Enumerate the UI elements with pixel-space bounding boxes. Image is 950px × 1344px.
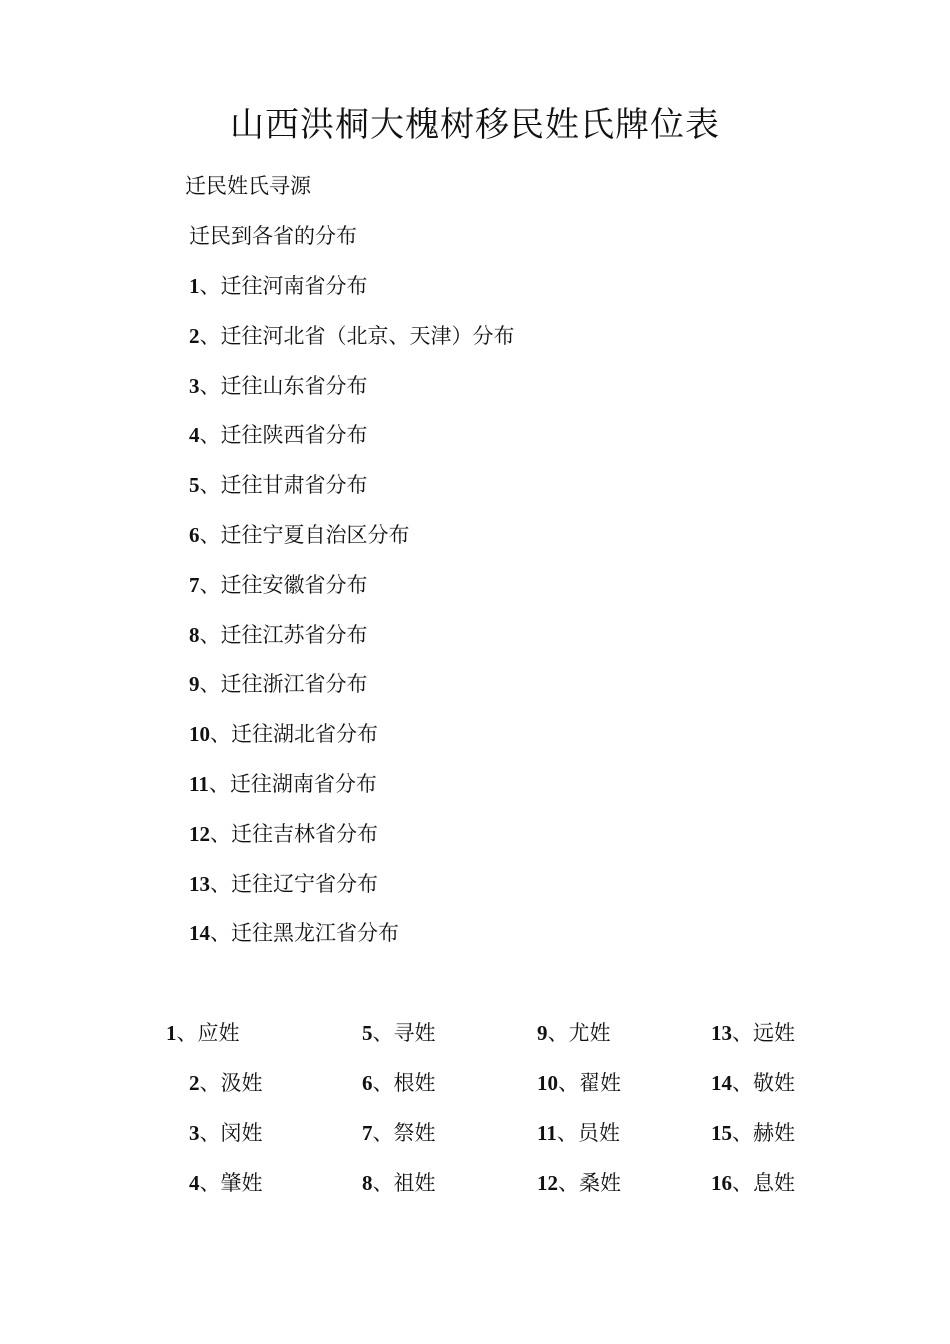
item-separator: 、 [210,921,231,946]
item-number: 14 [189,921,210,946]
province-item [189,918,399,948]
item-text: 远姓 [753,1021,795,1045]
item-text: 迁往安徽省分布 [220,572,368,597]
item-separator: 、 [558,1071,579,1095]
item-number: 11 [537,1121,557,1145]
item-text: 迁往甘肃省分布 [220,473,368,498]
item-text: 迁往吉林省分布 [231,821,378,846]
item-number: 7 [189,572,200,597]
item-text: 闵姓 [220,1121,263,1145]
province-item [189,570,368,600]
item-number: 16 [711,1171,732,1195]
item-separator: 、 [199,1071,221,1095]
item-text: 赫姓 [753,1121,795,1145]
province-item [189,520,410,550]
item-text: 祭姓 [393,1121,436,1145]
item-number: 2 [189,323,200,348]
item-number: 9 [189,672,200,697]
item-text: 敬姓 [753,1071,795,1095]
item-separator: 、 [372,1071,394,1095]
item-text: 迁往山东省分布 [220,373,368,398]
item-separator: 、 [372,1021,394,1045]
surname-item [537,1118,620,1148]
item-number: 4 [189,423,200,448]
surname-item [189,1068,263,1098]
item-number: 1 [166,1021,177,1045]
surname-item [711,1118,795,1148]
item-text: 汲姓 [220,1071,263,1095]
section-heading: 迁民姓氏寻源 [185,174,311,198]
item-number: 8 [189,622,200,647]
item-separator: 、 [210,722,231,747]
item-text: 寻姓 [393,1021,436,1045]
province-item [189,371,368,401]
province-item [189,470,368,500]
item-separator: 、 [199,672,221,697]
item-text: 迁往浙江省分布 [220,672,368,697]
item-text: 迁往河北省（北京、天津）分布 [220,323,515,348]
item-separator: 、 [732,1171,753,1195]
item-text: 员姓 [577,1121,620,1145]
surname-item [362,1168,436,1198]
item-separator: 、 [199,622,221,647]
sub-heading: 迁民到各省的分布 [189,224,357,248]
item-separator: 、 [199,323,221,348]
item-number: 5 [189,473,200,498]
province-item [189,420,368,450]
item-number: 7 [362,1121,373,1145]
item-separator: 、 [372,1171,394,1195]
item-separator: 、 [199,1121,221,1145]
item-number: 3 [189,1121,200,1145]
item-number: 10 [537,1071,558,1095]
item-separator: 、 [208,772,230,796]
item-separator: 、 [372,1121,394,1145]
surname-item [537,1068,621,1098]
item-text: 迁往辽宁省分布 [231,871,378,896]
item-text: 根姓 [393,1071,436,1095]
province-item [189,271,368,301]
surname-item [537,1018,611,1048]
province-item [189,321,515,351]
item-separator: 、 [199,373,221,398]
item-number: 1 [189,274,200,298]
item-text: 肇姓 [220,1171,263,1195]
item-number: 5 [362,1021,373,1045]
surname-item [189,1118,263,1148]
province-item [189,869,378,899]
item-text: 迁往宁夏自治区分布 [220,523,410,547]
item-text: 翟姓 [579,1071,621,1095]
item-separator: 、 [176,1021,198,1045]
item-separator: 、 [199,572,221,597]
item-separator: 、 [210,821,231,846]
province-item [189,769,377,799]
item-number: 13 [711,1021,732,1045]
surname-item [362,1118,436,1148]
item-text: 迁往湖南省分布 [229,772,377,796]
item-number: 14 [711,1071,732,1095]
item-separator: 、 [732,1071,753,1095]
item-text: 迁往陕西省分布 [220,423,368,448]
surname-item [711,1068,795,1098]
item-separator: 、 [199,423,221,448]
item-text: 祖姓 [393,1171,436,1195]
item-separator: 、 [556,1121,578,1145]
province-item [189,819,378,849]
surname-item [711,1018,795,1048]
item-number: 11 [189,772,209,796]
item-separator: 、 [199,473,221,498]
province-item [189,620,368,650]
surname-item [362,1018,436,1048]
item-separator: 、 [199,1171,221,1195]
item-number: 15 [711,1121,732,1145]
province-item [189,669,368,699]
surname-item [189,1168,263,1198]
item-separator: 、 [547,1021,569,1045]
item-text: 迁往江苏省分布 [220,622,368,647]
item-text: 迁往黑龙江省分布 [231,921,399,946]
item-number: 13 [189,871,210,896]
surname-item [362,1068,436,1098]
item-number: 12 [189,821,210,846]
item-number: 4 [189,1171,200,1195]
item-separator: 、 [732,1021,753,1045]
item-number: 2 [189,1071,200,1095]
item-number: 9 [537,1021,548,1045]
item-separator: 、 [199,523,221,547]
item-number: 6 [362,1071,373,1095]
province-item [189,719,378,749]
item-text: 息姓 [753,1171,795,1195]
item-separator: 、 [210,871,231,896]
item-separator: 、 [732,1121,753,1145]
document-title: 山西洪桐大槐树移民姓氏牌位表 [230,105,720,145]
item-text: 迁往湖北省分布 [231,722,378,747]
item-text: 迁往河南省分布 [220,274,368,298]
item-separator: 、 [199,274,221,298]
item-number: 3 [189,373,200,398]
item-number: 10 [189,722,210,747]
surname-item [711,1168,795,1198]
item-number: 12 [537,1171,558,1195]
item-number: 6 [189,523,200,547]
item-text: 尤姓 [568,1021,611,1045]
surname-item [537,1168,621,1198]
item-text: 桑姓 [579,1171,621,1195]
surname-item [166,1018,240,1048]
item-separator: 、 [558,1171,579,1195]
item-number: 8 [362,1171,373,1195]
item-text: 应姓 [197,1021,240,1045]
